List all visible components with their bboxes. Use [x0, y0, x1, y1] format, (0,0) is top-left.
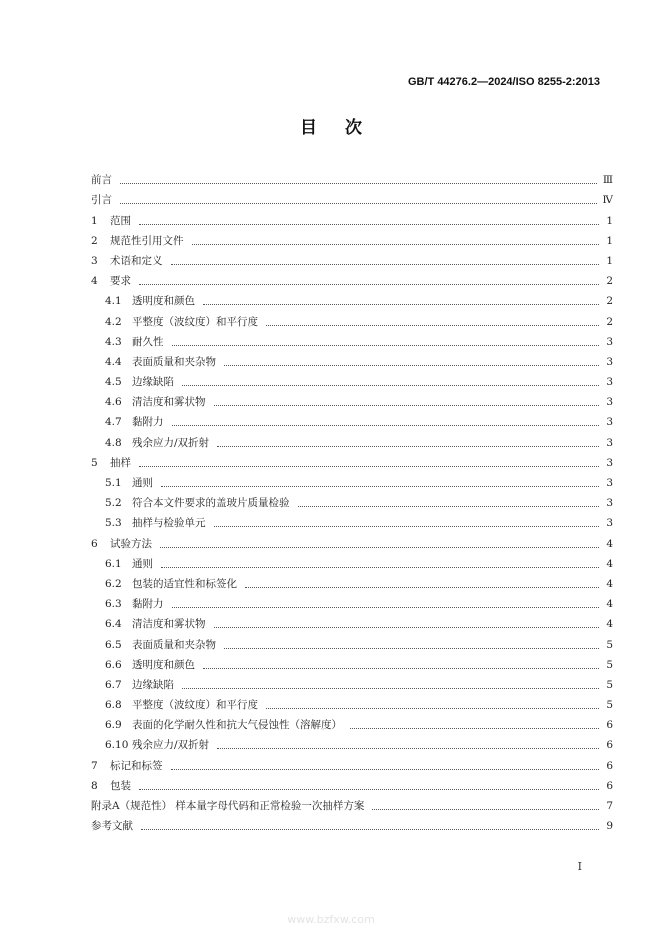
toc-leader-dots [139, 275, 599, 285]
toc-leader-dots [203, 295, 599, 305]
toc-entry-title: 表面的化学耐久性和抗大气侵蚀性（溶解度） [132, 719, 342, 732]
toc-entry[interactable] [91, 752, 613, 772]
toc-entry-page: 6 [606, 779, 613, 792]
toc-entry-page: 9 [606, 820, 613, 833]
toc-leader-dots [120, 174, 597, 184]
toc-entry[interactable] [91, 551, 613, 571]
toc-entry-title: 要求 [110, 275, 131, 288]
toc-entry[interactable] [91, 793, 613, 813]
toc-entry-page: 3 [606, 517, 613, 530]
toc-entry[interactable] [91, 611, 613, 631]
toc-entry-page: 6 [606, 719, 613, 732]
toc-entry[interactable] [91, 429, 613, 449]
toc-leader-dots [224, 639, 599, 649]
toc-entry-number: 6.10 [105, 739, 129, 752]
toc-entry[interactable] [91, 692, 613, 712]
watermark: www.bzfxw.com [287, 913, 375, 926]
toc-leader-dots [214, 517, 600, 527]
toc-entry[interactable] [91, 652, 613, 672]
toc-entry-title: 参考文献 [91, 820, 133, 833]
toc-entry-number: 6.6 [105, 658, 122, 671]
toc-leader-dots [203, 659, 599, 669]
toc-entry-title: 抽样 [110, 456, 131, 469]
toc-entry-title: 透明度和颜色 [132, 658, 195, 671]
toc-entry-page: 5 [606, 658, 613, 671]
toc-leader-dots [217, 739, 599, 749]
toc-leader-dots [139, 215, 599, 225]
toc-leader-dots [171, 255, 600, 265]
page-number: I [577, 860, 582, 873]
toc-entry[interactable] [91, 631, 613, 651]
table-of-contents [91, 167, 613, 833]
toc-entry-number: 6.7 [105, 678, 122, 691]
toc-leader-dots [172, 416, 600, 426]
toc-entry[interactable] [91, 450, 613, 470]
toc-entry-title: 边缘缺陷 [132, 376, 174, 389]
toc-entry-title: 耐久性 [132, 335, 164, 348]
toc-entry-number: 8 [91, 779, 98, 792]
toc-leader-dots [350, 719, 599, 729]
page-title: 目次 [300, 118, 390, 138]
toc-entry-title: 黏附力 [132, 598, 164, 611]
toc-entry[interactable] [91, 308, 613, 328]
toc-entry-page: 3 [606, 477, 613, 489]
toc-entry-page: Ⅲ [602, 174, 613, 187]
toc-entry-number: 5.1 [105, 477, 122, 489]
toc-entry-page: 4 [606, 577, 613, 590]
toc-entry-number: 6.3 [105, 598, 122, 611]
toc-entry-page: 7 [606, 800, 613, 812]
toc-entry-number: 6.9 [105, 719, 122, 732]
toc-entry-title: 通则 [132, 557, 153, 570]
toc-leader-dots [160, 538, 599, 548]
toc-entry-page: 3 [606, 396, 613, 409]
toc-entry-title: 规范性引用文件 [110, 234, 184, 247]
toc-leader-dots [298, 497, 600, 507]
toc-entry-page: 3 [606, 497, 613, 510]
toc-entry-title: 术语和定义 [110, 254, 163, 267]
toc-entry[interactable] [91, 228, 613, 248]
toc-entry-number: 4.5 [105, 376, 122, 389]
toc-entry-title: 符合本文件要求的盖玻片质量检验 [132, 497, 290, 510]
toc-entry-page: 3 [606, 456, 613, 469]
toc-entry-number: 6.5 [105, 638, 122, 651]
toc-entry-number: 4.6 [105, 396, 122, 409]
toc-entry-title: 抽样与检验单元 [132, 517, 206, 530]
toc-leader-dots [266, 699, 599, 709]
toc-entry-number: 4.4 [105, 355, 122, 368]
toc-entry-title: 表面质量和夹杂物 [132, 638, 216, 651]
toc-entry-number: 5.3 [105, 517, 122, 530]
toc-entry[interactable] [91, 409, 613, 429]
toc-entry-number: 6.8 [105, 699, 122, 712]
toc-leader-dots [171, 760, 600, 770]
toc-leader-dots [172, 336, 600, 346]
toc-entry-title: 范围 [110, 214, 131, 227]
toc-entry-number: 3 [91, 254, 98, 267]
toc-entry-number: 2 [91, 234, 98, 247]
toc-entry-page: 3 [606, 416, 613, 429]
toc-entry-page: 1 [606, 234, 613, 247]
toc-entry-page: Ⅳ [602, 194, 613, 207]
toc-entry-page: 2 [606, 275, 613, 288]
toc-entry-number: 4.2 [105, 315, 122, 328]
toc-entry-number: 6.2 [105, 577, 122, 590]
toc-entry-title: 透明度和颜色 [132, 295, 195, 308]
toc-entry[interactable] [91, 470, 613, 490]
toc-leader-dots [214, 618, 600, 628]
toc-entry[interactable] [91, 591, 613, 611]
toc-entry-page: 5 [606, 638, 613, 651]
toc-entry[interactable] [91, 329, 613, 349]
toc-entry-number: 5 [91, 456, 98, 469]
toc-entry-page: 5 [606, 678, 613, 691]
toc-entry-page: 6 [606, 759, 613, 772]
toc-entry-number: 4 [91, 275, 98, 288]
toc-entry[interactable] [91, 288, 613, 308]
toc-entry[interactable] [91, 672, 613, 692]
toc-entry-page: 4 [606, 557, 613, 570]
toc-entry[interactable] [91, 349, 613, 369]
toc-entry-title: 残余应力/双折射 [132, 739, 210, 752]
toc-entry-title: 平整度（波纹度）和平行度 [132, 699, 258, 712]
toc-entry-title: 清洁度和雾状物 [132, 618, 206, 631]
toc-entry-title: 包装的适宜性和标签化 [132, 577, 237, 590]
toc-entry-page: 5 [606, 699, 613, 712]
toc-entry[interactable] [91, 490, 613, 510]
toc-leader-dots [224, 356, 599, 366]
toc-entry-number: 4.8 [105, 436, 122, 449]
toc-leader-dots [266, 316, 599, 326]
toc-entry-page: 3 [606, 335, 613, 348]
toc-leader-dots [372, 800, 599, 810]
toc-entry-number: 6.4 [105, 618, 122, 631]
toc-entry-number: 5.2 [105, 497, 122, 510]
toc-entry[interactable] [91, 187, 613, 207]
toc-leader-dots [192, 235, 600, 245]
toc-entry-page: 1 [606, 214, 613, 227]
toc-entry-page: 4 [606, 618, 613, 631]
toc-entry-number: 4.7 [105, 416, 122, 429]
toc-entry-title: 通则 [132, 477, 153, 489]
toc-leader-dots [161, 558, 599, 568]
toc-entry-page: 6 [606, 739, 613, 752]
toc-entry[interactable] [91, 510, 613, 530]
toc-entry-number: 4.3 [105, 335, 122, 348]
toc-entry[interactable] [91, 207, 613, 227]
toc-entry[interactable] [91, 530, 613, 550]
toc-entry[interactable] [91, 369, 613, 389]
toc-leader-dots [182, 376, 599, 386]
toc-leader-dots [172, 598, 600, 608]
toc-entry[interactable] [91, 389, 613, 409]
toc-entry-title: 试验方法 [110, 537, 152, 550]
toc-entry-page: 2 [606, 295, 613, 308]
toc-entry-page: 4 [606, 598, 613, 611]
toc-entry-title: 附录A（规范性） 样本量字母代码和正常检验一次抽样方案 [91, 800, 365, 812]
toc-entry[interactable] [91, 813, 613, 833]
toc-entry-number: 1 [91, 214, 98, 227]
toc-entry-number: 6 [91, 537, 98, 550]
toc-leader-dots [217, 437, 599, 447]
toc-entry-page: 4 [606, 537, 613, 550]
toc-leader-dots [182, 679, 599, 689]
toc-entry[interactable] [91, 248, 613, 268]
toc-leader-dots [161, 477, 599, 487]
toc-entry-title: 边缘缺陷 [132, 678, 174, 691]
toc-entry-title: 残余应力/双折射 [132, 436, 210, 449]
toc-entry-page: 3 [606, 436, 613, 449]
toc-entry-page: 2 [606, 315, 613, 328]
toc-leader-dots [214, 396, 600, 406]
toc-entry-number: 4.1 [105, 295, 122, 308]
toc-leader-dots [141, 820, 599, 830]
toc-entry[interactable] [91, 167, 613, 187]
toc-entry-title: 前言 [91, 174, 112, 187]
toc-entry-title: 平整度（波纹度）和平行度 [132, 315, 258, 328]
toc-entry[interactable] [91, 268, 613, 288]
toc-entry-title: 清洁度和雾状物 [132, 396, 206, 409]
standard-code: GB/T 44276.2—2024/ISO 8255-2:2013 [407, 76, 600, 88]
toc-entry[interactable] [91, 712, 613, 732]
toc-leader-dots [120, 194, 597, 204]
toc-entry-title: 引言 [91, 194, 112, 207]
toc-entry-title: 包装 [110, 779, 131, 792]
toc-entry-page: 1 [606, 254, 613, 267]
toc-entry-title: 表面质量和夹杂物 [132, 355, 216, 368]
toc-entry[interactable] [91, 571, 613, 591]
toc-entry-number: 7 [91, 759, 98, 772]
toc-entry-page: 3 [606, 355, 613, 368]
toc-leader-dots [139, 780, 599, 790]
toc-leader-dots [139, 457, 599, 467]
toc-entry-page: 3 [606, 376, 613, 389]
toc-entry-title: 黏附力 [132, 416, 164, 429]
toc-entry-number: 6.1 [105, 557, 122, 570]
toc-entry[interactable] [91, 732, 613, 752]
toc-entry-title: 标记和标签 [110, 759, 163, 772]
toc-leader-dots [245, 578, 599, 588]
toc-entry[interactable] [91, 773, 613, 793]
